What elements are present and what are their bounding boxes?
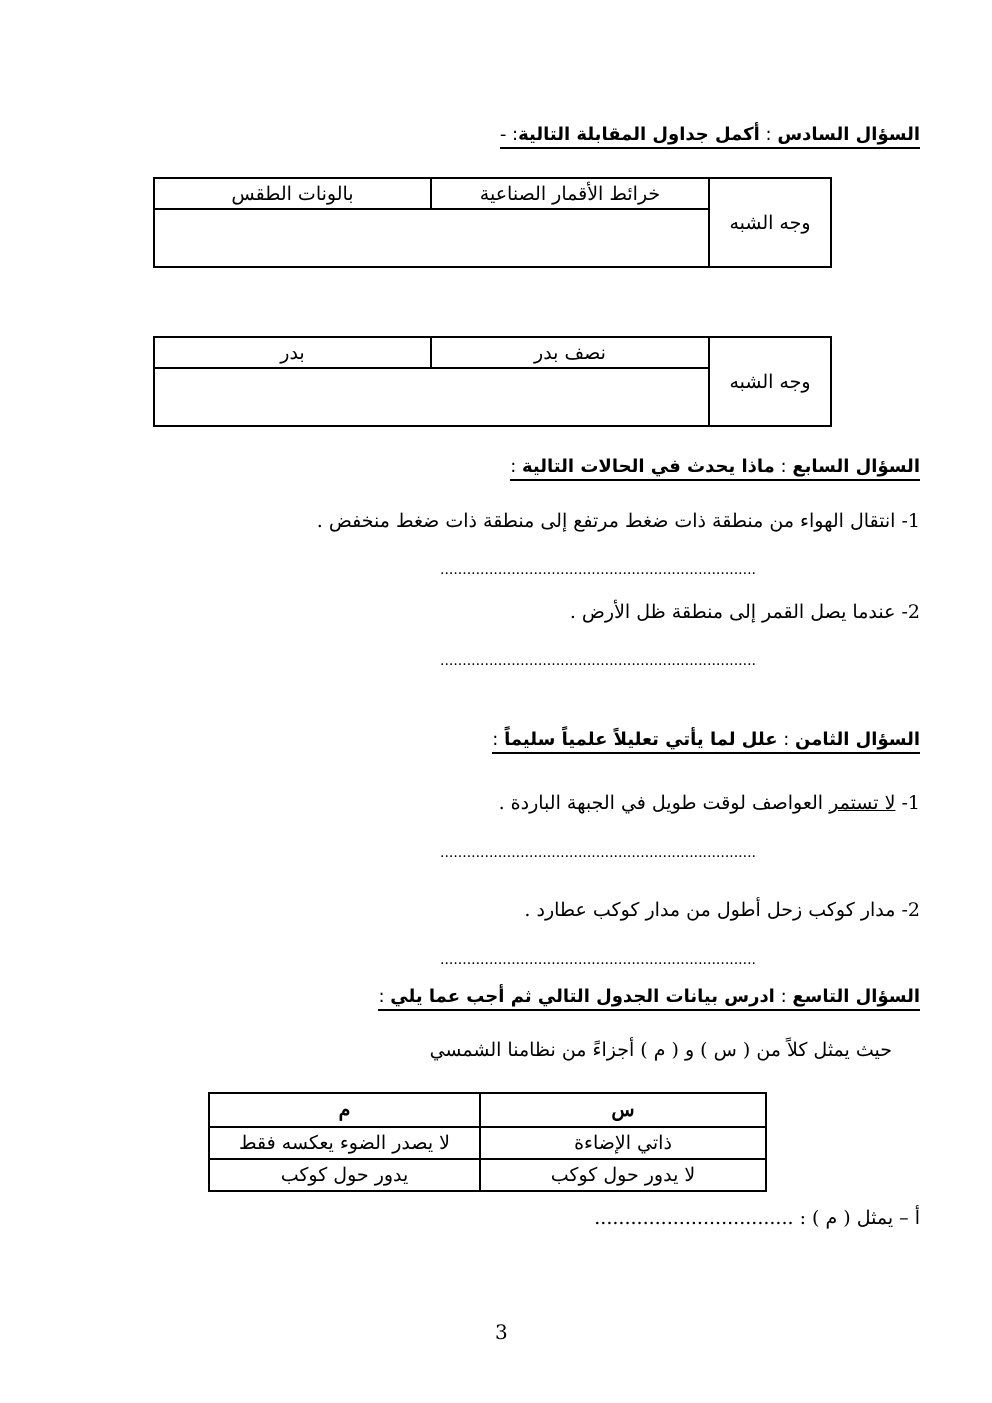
q9-title: السؤال التاسع	[792, 986, 920, 1007]
table2-col2-header: بدر	[154, 337, 431, 368]
table2-col1-header: نصف بدر	[431, 337, 709, 368]
q6-title: السؤال السادس	[777, 124, 920, 145]
q9-heading: السؤال التاسع : ادرس بيانات الجدول التالي ثم أجب عما يلي :	[378, 986, 920, 1011]
q7-answer-line-1[interactable]: .......................................................................	[440, 562, 756, 578]
table2-answer-cell[interactable]	[154, 368, 709, 426]
comparison-table-1	[153, 177, 832, 268]
q9-part-a: أ – يمثل ( م ) : .................................	[594, 1207, 920, 1229]
q7-answer-line-2[interactable]: .......................................................................	[440, 653, 756, 669]
table-cell: لا يصدر الضوء يعكسه فقط	[209, 1127, 480, 1159]
q7-heading: السؤال السابع : ماذا يحدث في الحالات التالية :	[510, 456, 920, 481]
page-number: 3	[495, 1320, 508, 1344]
table-cell: لا يدور حول كوكب	[480, 1159, 766, 1191]
table-header-s: س	[480, 1093, 766, 1127]
table-header-m: م	[209, 1093, 480, 1127]
table1-answer-cell[interactable]	[154, 209, 709, 267]
q6-instruction: أكمل جداول المقابلة التالية	[518, 124, 760, 145]
q6-heading: السؤال السادس : أكمل جداول المقابلة التالية: -	[500, 124, 920, 149]
table1-row-label: وجه الشبه	[709, 178, 831, 267]
table1-col2-header: بالونات الطقس	[154, 178, 431, 209]
q8-answer-line-2[interactable]: .......................................................................	[440, 952, 756, 968]
q8-instruction: علل لما يأتي تعليلاً علمياً سليماً	[504, 729, 778, 750]
comparison-table-2	[153, 336, 832, 427]
table-cell: ذاتي الإضاءة	[480, 1127, 766, 1159]
underlined-phrase: لا تستمر	[829, 792, 896, 814]
table2-row-label: وجه الشبه	[709, 337, 831, 426]
q7-item-1: 1- انتقال الهواء من منطقة ذات ضغط مرتفع إلى منطقة ذات ضغط منخفض .	[316, 510, 920, 532]
q7-title: السؤال السابع	[792, 456, 920, 477]
q8-answer-line-1[interactable]: .......................................................................	[440, 845, 756, 861]
q7-item-2: 2- عندما يصل القمر إلى منطقة ظل الأرض .	[569, 601, 920, 623]
q7-instruction: ماذا يحدث في الحالات التالية	[522, 456, 775, 477]
q8-heading: السؤال الثامن : علل لما يأتي تعليلاً علمياً سليماً :	[492, 729, 920, 754]
q8-item-2: 2- مدار كوكب زحل أطول من مدار كوكب عطارد .	[524, 899, 920, 921]
q8-title: السؤال الثامن	[795, 729, 920, 750]
q9-intro: حيث يمثل كلاً من ( س ) و ( م ) أجزاءً من نظامنا الشمسي	[429, 1039, 892, 1061]
q9-data-table	[208, 1092, 767, 1192]
q9-instruction: ادرس بيانات الجدول التالي ثم أجب عما يلي	[390, 986, 775, 1007]
q8-item-1: 1- لا تستمر العواصف لوقت طويل في الجبهة الباردة .	[498, 792, 920, 814]
table1-col1-header: خرائط الأقمار الصناعية	[431, 178, 709, 209]
table-cell: يدور حول كوكب	[209, 1159, 480, 1191]
